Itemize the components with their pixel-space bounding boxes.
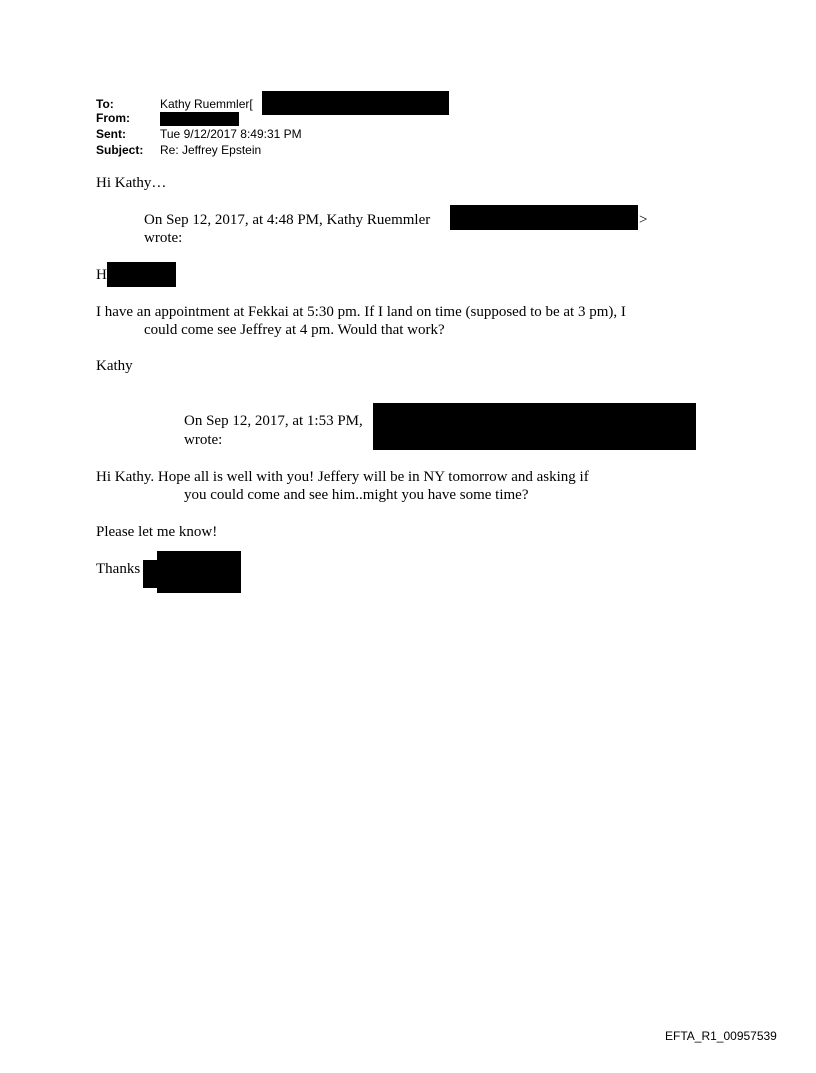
quote2-attribution-wrote: wrote: — [184, 432, 223, 448]
redaction-block — [157, 551, 241, 593]
quote1-signoff: Kathy — [96, 358, 133, 374]
quote1-paragraph-line2: could come see Jeffrey at 4 pm. Would that work? — [144, 322, 445, 338]
quote1-attribution-wrote: wrote: — [144, 230, 183, 246]
document-id: EFTA_R1_00957539 — [665, 1029, 777, 1043]
quote2-signoff: Thanks — [96, 561, 141, 577]
to-value: Kathy Ruemmler[ — [160, 97, 253, 111]
message-greeting: Hi Kathy… — [96, 175, 167, 191]
subject-value: Re: Jeffrey Epstein — [160, 143, 262, 157]
subject-label: Subject: — [96, 143, 144, 157]
to-label: To: — [96, 97, 114, 111]
quote2-paragraph-line1: Hi Kathy. Hope all is well with you! Jeffery will be in NY tomorrow and asking if — [96, 469, 589, 485]
quote1-paragraph-line1: I have an appointment at Fekkai at 5:30 pm. If I land on time (supposed to be at 3 pm), I — [96, 304, 626, 320]
quote2-attribution: On Sep 12, 2017, at 1:53 PM, — [184, 413, 363, 429]
sent-value: Tue 9/12/2017 8:49:31 PM — [160, 127, 302, 141]
from-label: From: — [96, 111, 130, 125]
redaction-block — [373, 403, 696, 450]
quote2-please-let-me-know: Please let me know! — [96, 524, 218, 540]
sent-label: Sent: — [96, 127, 126, 141]
redaction-block — [262, 91, 449, 115]
redaction-block — [107, 262, 176, 287]
quote1-attribution-tail: > — [639, 212, 648, 228]
quote1-attribution: On Sep 12, 2017, at 4:48 PM, Kathy Ruemmler — [144, 212, 431, 228]
redaction-block — [160, 112, 239, 126]
quote2-paragraph-line2: you could come and see him..might you have some time? — [184, 487, 529, 503]
quote1-greeting: H — [96, 267, 107, 283]
redaction-block — [450, 205, 638, 230]
